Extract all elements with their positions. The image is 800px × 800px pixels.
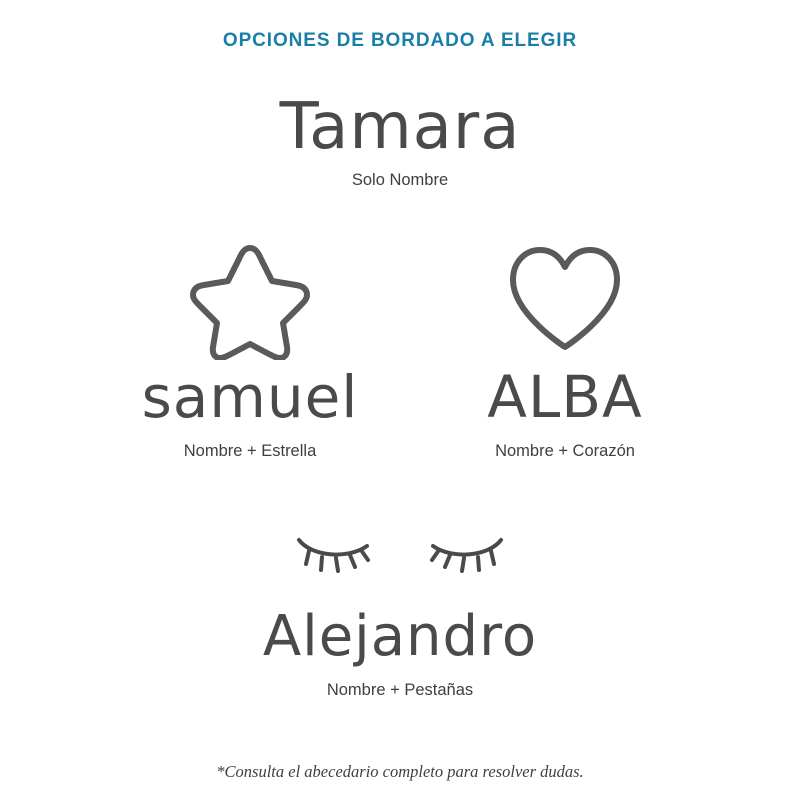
option-nombre-estrella[interactable]: [70, 240, 430, 461]
option-name-sample: Tamara: [279, 90, 521, 164]
eyelashes-icon-wrapper: [0, 515, 800, 595]
option-name-sample: samuel: [141, 363, 359, 431]
eyelashes-icon: [429, 534, 505, 576]
page-title: OPCIONES DE BORDADO A ELEGIR: [222, 30, 578, 51]
option-name-sample: ALBA: [487, 363, 643, 431]
option-nombre-pestanas[interactable]: [0, 515, 800, 700]
option-solo-nombre[interactable]: [0, 90, 800, 190]
option-caption: Solo Nombre: [351, 171, 449, 189]
option-nombre-corazon[interactable]: [385, 240, 745, 461]
option-name-sample: Alejandro: [262, 604, 538, 669]
footnote: *Consulta el abecedario completo para resolver dudas.: [216, 762, 584, 781]
option-caption: Nombre + Corazón: [495, 442, 635, 460]
star-icon-wrapper: [70, 240, 430, 360]
star-icon: [186, 240, 314, 360]
heart-icon-wrapper: [385, 240, 745, 360]
option-caption: Nombre + Pestañas: [326, 681, 474, 699]
heart-icon: [505, 244, 625, 356]
eyelashes-icon: [295, 534, 371, 576]
option-caption: Nombre + Estrella: [183, 442, 317, 460]
